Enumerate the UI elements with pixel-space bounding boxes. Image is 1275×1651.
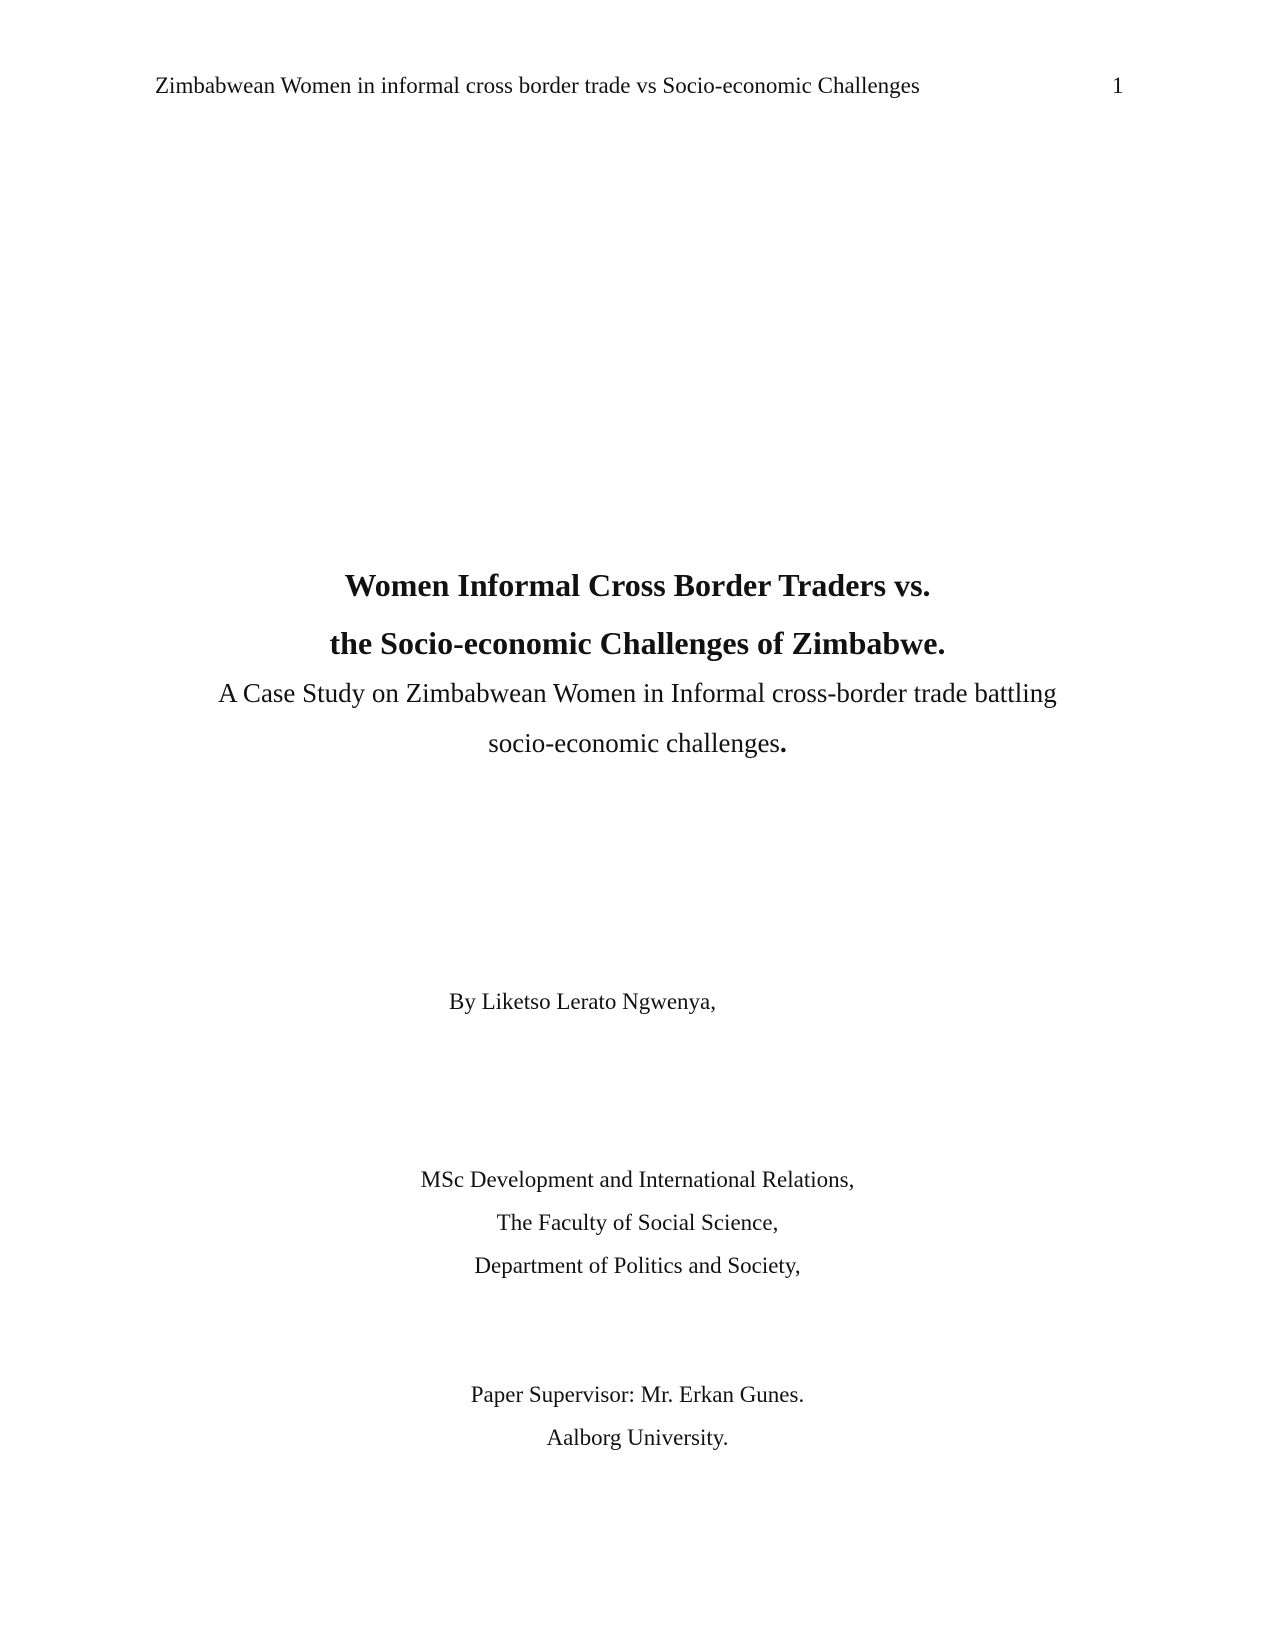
faculty-line: The Faculty of Social Science, [496,1210,779,1235]
subtitle [0,668,1275,768]
supervisor-line: Paper Supervisor: Mr. Erkan Gunes. [470,1382,805,1407]
department-line: Department of Politics and Society, [474,1253,801,1278]
university-line: Aalborg University. [546,1425,729,1450]
author-line: By Liketso Lerato Ngwenya, [449,989,716,1014]
supervision-block [0,1373,1275,1459]
title-block [0,556,1275,768]
affiliation-block [0,1158,1275,1287]
subtitle-line-2-text: socio-economic challenges [488,728,780,758]
subtitle-line-1: A Case Study on Zimbabwean Women in Informal cross-border trade battling [218,678,1057,708]
page-number: 1 [1112,73,1124,98]
program-line: MSc Development and International Relations, [420,1167,855,1192]
running-head: Zimbabwean Women in informal cross border trade vs Socio-economic Challenges [155,73,920,98]
subtitle-line-2-period: . [779,728,787,758]
subtitle-line-2 [0,718,1275,768]
title-line-1: Women Informal Cross Border Traders vs. [344,567,931,603]
title-line-2: the Socio-economic Challenges of Zimbabwe. [329,625,946,661]
